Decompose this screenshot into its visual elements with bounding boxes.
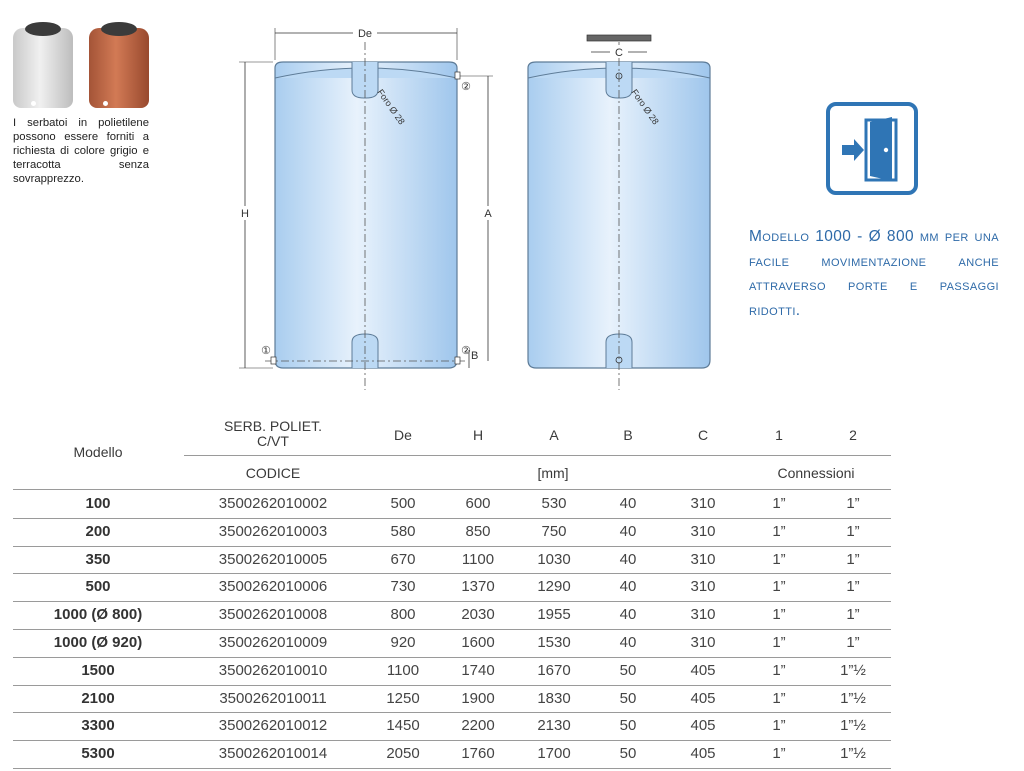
cell-de: 500 <box>390 495 416 512</box>
col-a: A <box>549 427 559 443</box>
cell-de: 1100 <box>386 661 420 679</box>
cell-b: 40 <box>619 634 637 651</box>
cell-code: 3500262010009 <box>218 634 328 651</box>
cell-code: 3500262010011 <box>219 689 327 707</box>
cell-c2: 1”½ <box>840 689 866 707</box>
table-row <box>13 629 891 658</box>
cell-h: 1100 <box>461 550 495 568</box>
tank-tap <box>103 101 108 106</box>
cell-c1: 1” <box>772 634 786 651</box>
table-row <box>13 712 891 741</box>
cell-model: 1000 (Ø 800) <box>53 606 143 624</box>
cell-b: 50 <box>619 745 637 763</box>
table-row <box>13 601 891 630</box>
side-view-tank <box>528 35 710 390</box>
table-row <box>13 573 891 602</box>
cell-c: 310 <box>690 522 716 540</box>
color-caption: I serbatoi in polietilene possono essere forniti a richiesta di colore grigio e terracotta senza sovrapprezzo. <box>13 117 149 185</box>
cell-de: 2050 <box>386 745 420 763</box>
unit-mm: [mm] <box>537 465 569 481</box>
cell-de: 1450 <box>386 717 420 735</box>
cell-code: 3500262010002 <box>218 495 328 512</box>
col-serb-line2: C/VT <box>257 433 289 449</box>
cell-c: 310 <box>690 634 716 651</box>
table-row <box>13 546 891 575</box>
cell-code: 3500262010006 <box>218 578 328 596</box>
cell-code: 3500262010014 <box>218 745 328 763</box>
col-codice: CODICE <box>245 465 301 481</box>
tank-tap <box>31 101 36 106</box>
cell-a: 1700 <box>537 745 571 763</box>
cell-c1: 1” <box>772 606 786 624</box>
cell-h: 1760 <box>461 745 495 763</box>
cell-c2: 1”½ <box>840 745 866 763</box>
table-body <box>13 490 891 770</box>
tank-drawings <box>225 20 735 400</box>
col-h: H <box>472 427 484 443</box>
col-c: C <box>697 427 709 443</box>
cell-c: 405 <box>690 689 716 707</box>
cell-model: 200 <box>85 522 111 540</box>
label-h: H <box>241 208 249 220</box>
cell-b: 40 <box>619 578 637 596</box>
cell-c: 310 <box>690 606 716 624</box>
cell-code: 3500262010012 <box>218 717 328 735</box>
cell-c2: 1” <box>846 634 860 651</box>
cell-model: 350 <box>85 550 111 568</box>
cell-c1: 1” <box>772 745 786 763</box>
cell-c1: 1” <box>772 661 786 679</box>
col-de: De <box>394 427 412 443</box>
cell-code: 3500262010010 <box>218 661 328 679</box>
cell-de: 580 <box>390 522 416 540</box>
cell-de: 920 <box>390 634 416 651</box>
cell-c1: 1” <box>772 522 786 540</box>
cell-a: 1830 <box>537 689 571 707</box>
cell-de: 670 <box>390 550 416 568</box>
cell-h: 1900 <box>461 689 495 707</box>
cell-c2: 1”½ <box>840 717 866 735</box>
cell-code: 3500262010008 <box>218 606 328 624</box>
table-row <box>13 740 891 769</box>
cell-c2: 1” <box>846 522 860 540</box>
cell-c2: 1”½ <box>840 661 866 679</box>
col-serb-line1: SERB. POLIET. <box>223 418 323 434</box>
label-c: C <box>615 47 623 59</box>
cell-c2: 1” <box>846 495 860 512</box>
table-row <box>13 657 891 686</box>
cell-code: 3500262010003 <box>218 522 328 540</box>
tank-lid <box>101 22 137 36</box>
cell-c: 405 <box>690 745 716 763</box>
cell-a: 2130 <box>537 717 571 735</box>
cell-code: 3500262010005 <box>218 550 328 568</box>
grey-tank-photo <box>13 28 73 108</box>
cell-a: 1955 <box>537 606 571 624</box>
cell-model: 1000 (Ø 920) <box>53 634 143 651</box>
cell-c: 310 <box>690 578 716 596</box>
cell-c: 405 <box>690 717 716 735</box>
cell-model: 2100 <box>81 689 115 707</box>
label-b: B <box>471 350 479 362</box>
cell-h: 1370 <box>461 578 495 596</box>
conn-2-top: ② <box>461 81 471 93</box>
cell-h: 600 <box>465 495 491 512</box>
cell-a: 1290 <box>537 578 571 596</box>
terracotta-tank-photo <box>89 28 149 108</box>
cell-b: 40 <box>619 550 637 568</box>
door-enter-icon <box>826 102 918 195</box>
table-row <box>13 685 891 714</box>
header-divider <box>184 455 891 456</box>
cell-h: 2200 <box>461 717 495 735</box>
cell-h: 850 <box>465 522 491 540</box>
cell-a: 1670 <box>537 661 571 679</box>
tank-lid <box>25 22 61 36</box>
cell-c: 310 <box>690 495 716 512</box>
label-de: De <box>357 28 373 40</box>
cell-c: 310 <box>690 550 716 568</box>
cell-de: 800 <box>390 606 416 624</box>
cell-c1: 1” <box>772 689 786 707</box>
cell-c1: 1” <box>772 578 786 596</box>
hole-label-side: Foro Ø 28 <box>629 87 661 127</box>
cell-de: 730 <box>390 578 416 596</box>
conn-1: ① <box>261 345 271 357</box>
cell-a: 750 <box>541 522 567 540</box>
cell-model: 1500 <box>81 661 115 679</box>
cell-model: 3300 <box>81 717 115 735</box>
cell-de: 1250 <box>386 689 420 707</box>
cell-b: 40 <box>619 606 637 624</box>
cell-h: 2030 <box>461 606 495 624</box>
cell-c2: 1” <box>846 606 860 624</box>
conn-2-bottom: ② <box>461 345 471 357</box>
cell-a: 1030 <box>537 550 571 568</box>
cell-b: 40 <box>619 522 637 540</box>
col-conn-2: 2 <box>849 427 857 443</box>
cell-c1: 1” <box>772 495 786 512</box>
col-b: B <box>623 427 633 443</box>
table-row <box>13 490 891 519</box>
cell-h: 1740 <box>461 661 495 679</box>
cell-c1: 1” <box>772 550 786 568</box>
cell-c1: 1” <box>772 717 786 735</box>
cell-model: 500 <box>85 578 111 596</box>
col-model: Modello <box>73 444 123 460</box>
label-a: A <box>484 208 492 220</box>
cell-a: 1530 <box>537 634 571 651</box>
front-view-tank <box>237 26 496 390</box>
cell-h: 1600 <box>461 634 495 651</box>
connessioni-label: Connessioni <box>777 465 855 481</box>
table-row <box>13 518 891 547</box>
cell-c2: 1” <box>846 578 860 596</box>
cell-b: 50 <box>619 689 637 707</box>
cell-model: 100 <box>85 495 111 512</box>
cell-a: 530 <box>541 495 567 512</box>
col-conn-1: 1 <box>775 427 783 443</box>
cell-b: 50 <box>619 661 637 679</box>
cell-b: 40 <box>619 495 637 512</box>
cell-model: 5300 <box>81 745 115 763</box>
hole-label-front: Foro Ø 28 <box>375 87 407 127</box>
col-serb <box>203 419 343 449</box>
cell-c2: 1” <box>846 550 860 568</box>
cell-c: 405 <box>690 661 716 679</box>
cell-b: 50 <box>619 717 637 735</box>
model-note: Modello 1000 - Ø 800 mm per una facile movimentazione anche attraverso porte e passaggi ridotti. <box>749 228 999 319</box>
